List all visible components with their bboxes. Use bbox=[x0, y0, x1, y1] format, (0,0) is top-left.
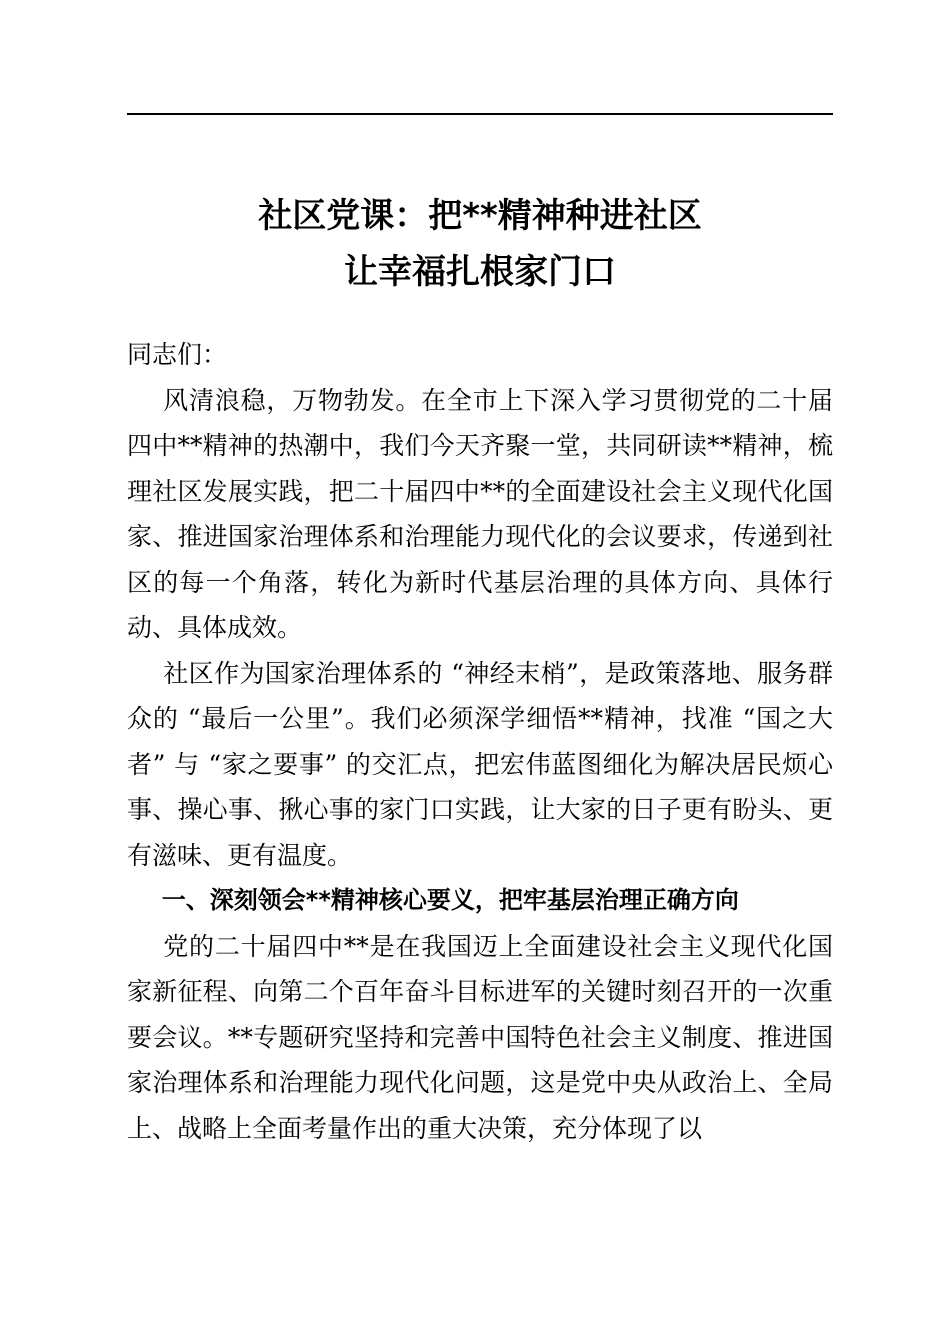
paragraph-2: 社区作为国家治理体系的 “神经末梢”，是政策落地、服务群众的 “最后一公里”。我们必须深学细悟**精神，找准 “国之大者” 与 “家之要事” 的交汇点，把宏伟蓝图细化为解决居民烦心事、操心事、揪心事的家门口实践，让大家的日子更有盼头、更有滋味、更有温度。 bbox=[127, 658, 833, 870]
title-line-1: 社区党课：把**精神种进社区 bbox=[258, 196, 702, 236]
paragraph-3: 党的二十届四中**是在我国迈上全面建设社会主义现代化国家新征程、向第二个百年奋斗目标进军的关键时刻召开的一次重要会议。**专题研究坚持和完善中国特色社会主义制度、推进国家治理体系和治理能力现代化问题，这是党中央从政治上、全局上、战略上全面考量作出的重大决策，充分体现了以 bbox=[127, 931, 833, 1143]
header-rule bbox=[127, 113, 833, 115]
section-heading-1: 一、深刻领会**精神核心要义，把牢基层治理正确方向 bbox=[161, 886, 739, 914]
document-title bbox=[127, 188, 833, 300]
document-body bbox=[127, 332, 833, 1151]
salutation: 同志们： bbox=[127, 340, 228, 369]
title-line-2: 让幸福扎根家门口 bbox=[344, 252, 616, 292]
paragraph-1: 风清浪稳，万物勃发。在全市上下深入学习贯彻党的二十届四中**精神的热潮中，我们今天齐聚一堂，共同研读**精神，梳理社区发展实践，把二十届四中**的全面建设社会主义现代化国家、推进国家治理体系和治理能力现代化的会议要求，传递到社区的每一个角落，转化为新时代基层治理的具体方向、具体行动、具体成效。 bbox=[127, 385, 833, 642]
